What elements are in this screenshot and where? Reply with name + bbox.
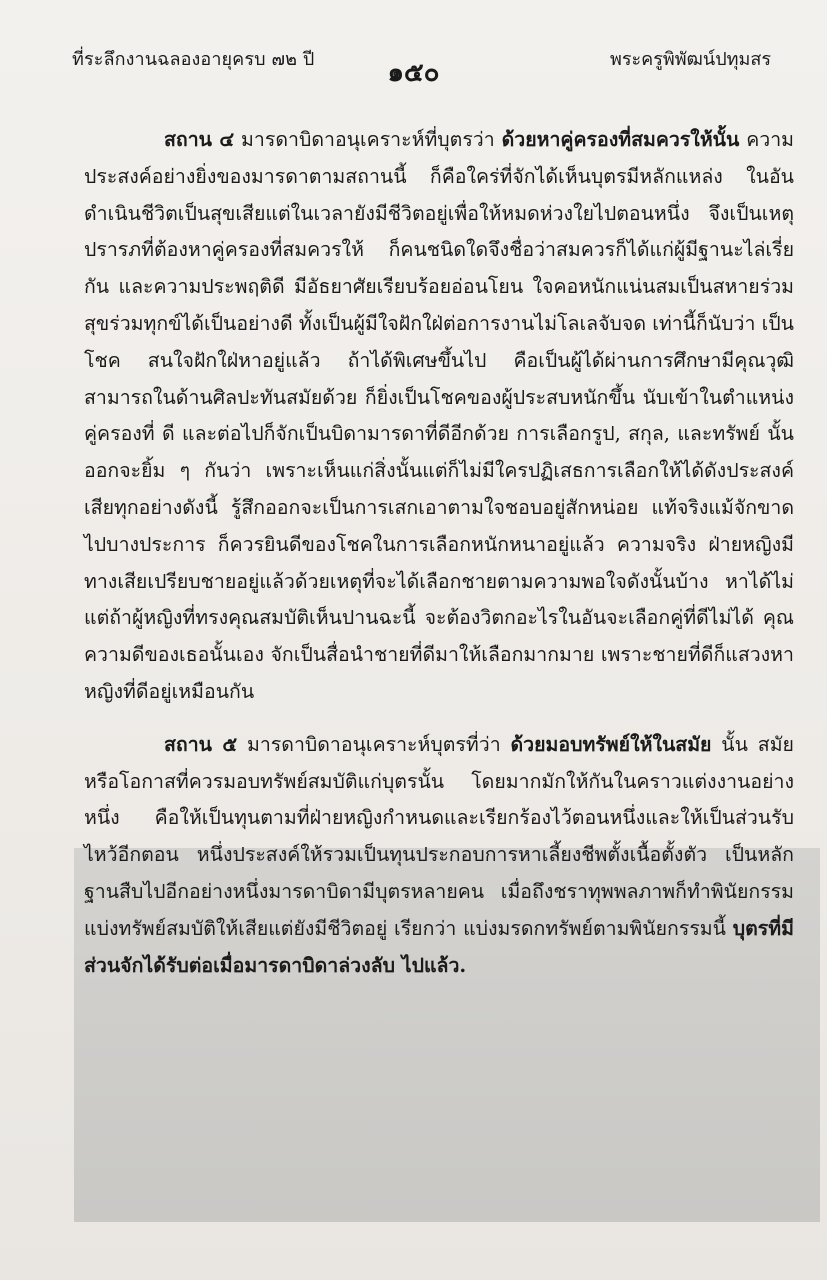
section-lead: สถาน ๔ (164, 128, 235, 151)
section-body: นั้น สมัยหรือโอกาสที่ควรมอบทรัพย์สมบัติแก่บุตรนั้น โดยมากมักให้กันในคราวแต่งงานอย่างหนึ่ง คือให้เป็นทุนตามที่ฝ่ายหญิงกำหนดและเรียกร้องไว้ตอนหนึ่งและให้เป็นส่วนรับไหว้อีกตอน หนึ่งประสงค์ให้รวมเป็นทุนประกอบการหาเลี้ยงชีพตั้งเนื้อตั้งตัว เป็นหลักฐานสืบไปอีกอย่างหนึ่งมารดาบิดามีบุตรหลายคน เมื่อถึงชราทุพพลภาพก็ทำพินัยกรรมแบ่งทรัพย์สมบัติให้เสียแต่ยังมีชีวิตอยู่ เรียกว่า แบ่งมรดกทรัพย์ตามพินัยกรรมนี้ (84, 732, 794, 940)
body-text (84, 122, 794, 984)
paragraph-sathan-5 (84, 727, 794, 985)
running-header-author: พระครูพิพัฒน์ปทุมสร (609, 49, 771, 70)
section-intro: มารดาบิดาอนุเคราะห์บุตรที่ว่า (237, 732, 511, 756)
section-closing-bold: บุตรที่มีส่วนจักได้รับต่อเมื่อมารดาบิดาล่วงลับ ไปแล้ว. (84, 916, 794, 977)
section-body: ความประสงค์อย่างยิ่งของมารดาตามสถานนี้ ก็คือใคร่ที่จักได้เห็นบุตรมีหลักแหล่ง ในอันดำเนินชีวิตเป็นสุขเสียแต่ในเวลายังมีชีวิตอยู่เพื่อให้หมดห่วงใยไปตอนหนึ่ง จึงเป็นเหตุปรารภที่ต้องหาคู่ครองที่สมควรให้ ก็คนชนิดใดจึงชื่อว่าสมควรก็ได้แก่ผู้มีฐานะไล่เรี่ยกัน และความประพฤติดี มีอัธยาศัยเรียบร้อยอ่อนโยน ใจคอหนักแน่นสมเป็นสหายร่วมสุขร่วมทุกข์ได้เป็นอย่างดี ทั้งเป็นผู้มีใจฝักใฝ่ต่อการงานไม่โลเลจับจด เท่านี้ก็นับว่า เป็นโชค สนใจฝักใฝ่หาอยู่แล้ว ถ้าได้พิเศษขึ้นไป คือเป็นผู้ได้ผ่านการศึกษามีคุณวุฒิสามารถในด้านศิลปะทันสมัยด้วย ก็ยิ่งเป็นโชคของผู้ประสบหนักขึ้น นับเข้าในตำแหน่งคู่ครองที่ ดี และต่อไปก็จักเป็นบิดามารดาที่ดีอีกด้วย การเลือกรูป, สกุล, และทรัพย์ นั้น ออกจะยิ้ม ๆ กันว่า เพราะเห็นแก่สิ่งนั้นแต่ก็ไม่มีใครปฏิเสธการเลือกให้ได้ดังประสงค์เสียทุกอย่างดังนี้ รู้สึกออกจะเป็นการเสกเอาตามใจชอบอยู่สักหน่อย แท้จริงแม้จักขาดไปบางประการ ก็ควรยินดีของโชคในการเลือกหนักหนาอยู่แล้ว ความจริง ฝ่ายหญิงมีทางเสียเปรียบชายอยู่แล้วด้วยเหตุที่จะได้เลือกชายตามความพอใจดังนั้นบ้าง หาได้ไม่ แต่ถ้าผู้หญิงที่ทรงคุณสมบัติเห็นปานฉะนี้ จะต้องวิตกอะไรในอันจะเลือกคู่ที่ดีไม่ได้ คุณความดีของเธอนั้นเอง จักเป็นสื่อนำชายที่ดีมาให้เลือกมากมาย เพราะชายที่ดีก็แสวงหาหญิงที่ดีอยู่เหมือนกัน (84, 128, 794, 703)
page-number: ๑๕๐ (387, 58, 440, 88)
running-header-title: ที่ระลึกงานฉลองอายุครบ ๗๒ ปี (72, 49, 315, 70)
section-bold-phrase: ด้วยหาคู่ครองที่สมควรให้นั้น (501, 128, 740, 151)
section-bold-phrase: ด้วยมอบทรัพย์ให้ในสมัย (510, 732, 712, 756)
paragraph-sathan-4 (84, 122, 794, 711)
section-intro: มารดาบิดาอนุเคราะห์ที่บุตรว่า (234, 128, 502, 151)
section-lead: สถาน ๕ (164, 732, 238, 756)
